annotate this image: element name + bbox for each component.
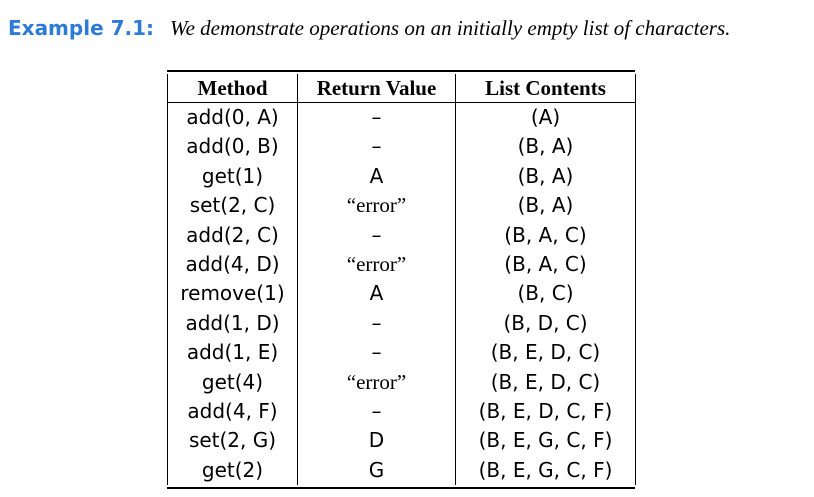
header-return-value: Return Value <box>298 74 456 103</box>
return-value-cell: – <box>298 338 456 367</box>
return-value-cell: “error” <box>298 250 456 279</box>
table-row <box>168 397 636 426</box>
table-row <box>168 456 636 485</box>
operations-table <box>167 74 636 485</box>
table-row <box>168 309 636 338</box>
list-contents-cell: (B, E, D, C) <box>456 368 636 397</box>
list-contents-cell: (B, A) <box>456 132 636 161</box>
table-row <box>168 426 636 455</box>
return-value-cell: G <box>298 456 456 485</box>
table-row <box>168 162 636 191</box>
example-label: Example 7.1: <box>8 16 155 40</box>
return-value-cell: – <box>298 221 456 250</box>
return-value-cell: A <box>298 162 456 191</box>
list-contents-cell: (B, E, G, C, F) <box>456 456 636 485</box>
list-contents-cell: (B, A, C) <box>456 221 636 250</box>
method-cell: remove(1) <box>168 279 298 308</box>
example-description: We demonstrate operations on an initially empty list of characters. <box>170 16 731 40</box>
table-row <box>168 221 636 250</box>
return-value-cell: “error” <box>298 191 456 220</box>
example-heading <box>8 16 730 50</box>
list-contents-cell: (B, A, C) <box>456 250 636 279</box>
method-cell: add(1, D) <box>168 309 298 338</box>
method-cell: set(2, G) <box>168 426 298 455</box>
list-contents-cell: (B, E, D, C, F) <box>456 397 636 426</box>
list-contents-cell: (B, E, D, C) <box>456 338 636 367</box>
return-value-cell: – <box>298 103 456 133</box>
operations-table-frame <box>167 70 635 489</box>
table-row <box>168 250 636 279</box>
table-body <box>168 103 636 486</box>
table-row <box>168 132 636 161</box>
return-value-cell: A <box>298 279 456 308</box>
return-value-cell: D <box>298 426 456 455</box>
table-row <box>168 338 636 367</box>
list-contents-cell: (B, A) <box>456 191 636 220</box>
list-contents-cell: (A) <box>456 103 636 133</box>
method-cell: add(2, C) <box>168 221 298 250</box>
header-list-contents: List Contents <box>456 74 636 103</box>
table-row <box>168 103 636 133</box>
list-contents-cell: (B, C) <box>456 279 636 308</box>
method-cell: add(1, E) <box>168 338 298 367</box>
return-value-cell: “error” <box>298 368 456 397</box>
return-value-cell: – <box>298 132 456 161</box>
table-header-row <box>168 74 636 103</box>
return-value-cell: – <box>298 397 456 426</box>
method-cell: add(0, A) <box>168 103 298 133</box>
list-contents-cell: (B, E, G, C, F) <box>456 426 636 455</box>
list-contents-cell: (B, D, C) <box>456 309 636 338</box>
table-row <box>168 279 636 308</box>
header-method: Method <box>168 74 298 103</box>
table-row <box>168 191 636 220</box>
method-cell: get(2) <box>168 456 298 485</box>
table-row <box>168 368 636 397</box>
method-cell: get(1) <box>168 162 298 191</box>
list-contents-cell: (B, A) <box>456 162 636 191</box>
method-cell: get(4) <box>168 368 298 397</box>
return-value-cell: – <box>298 309 456 338</box>
method-cell: add(4, F) <box>168 397 298 426</box>
method-cell: set(2, C) <box>168 191 298 220</box>
method-cell: add(4, D) <box>168 250 298 279</box>
method-cell: add(0, B) <box>168 132 298 161</box>
